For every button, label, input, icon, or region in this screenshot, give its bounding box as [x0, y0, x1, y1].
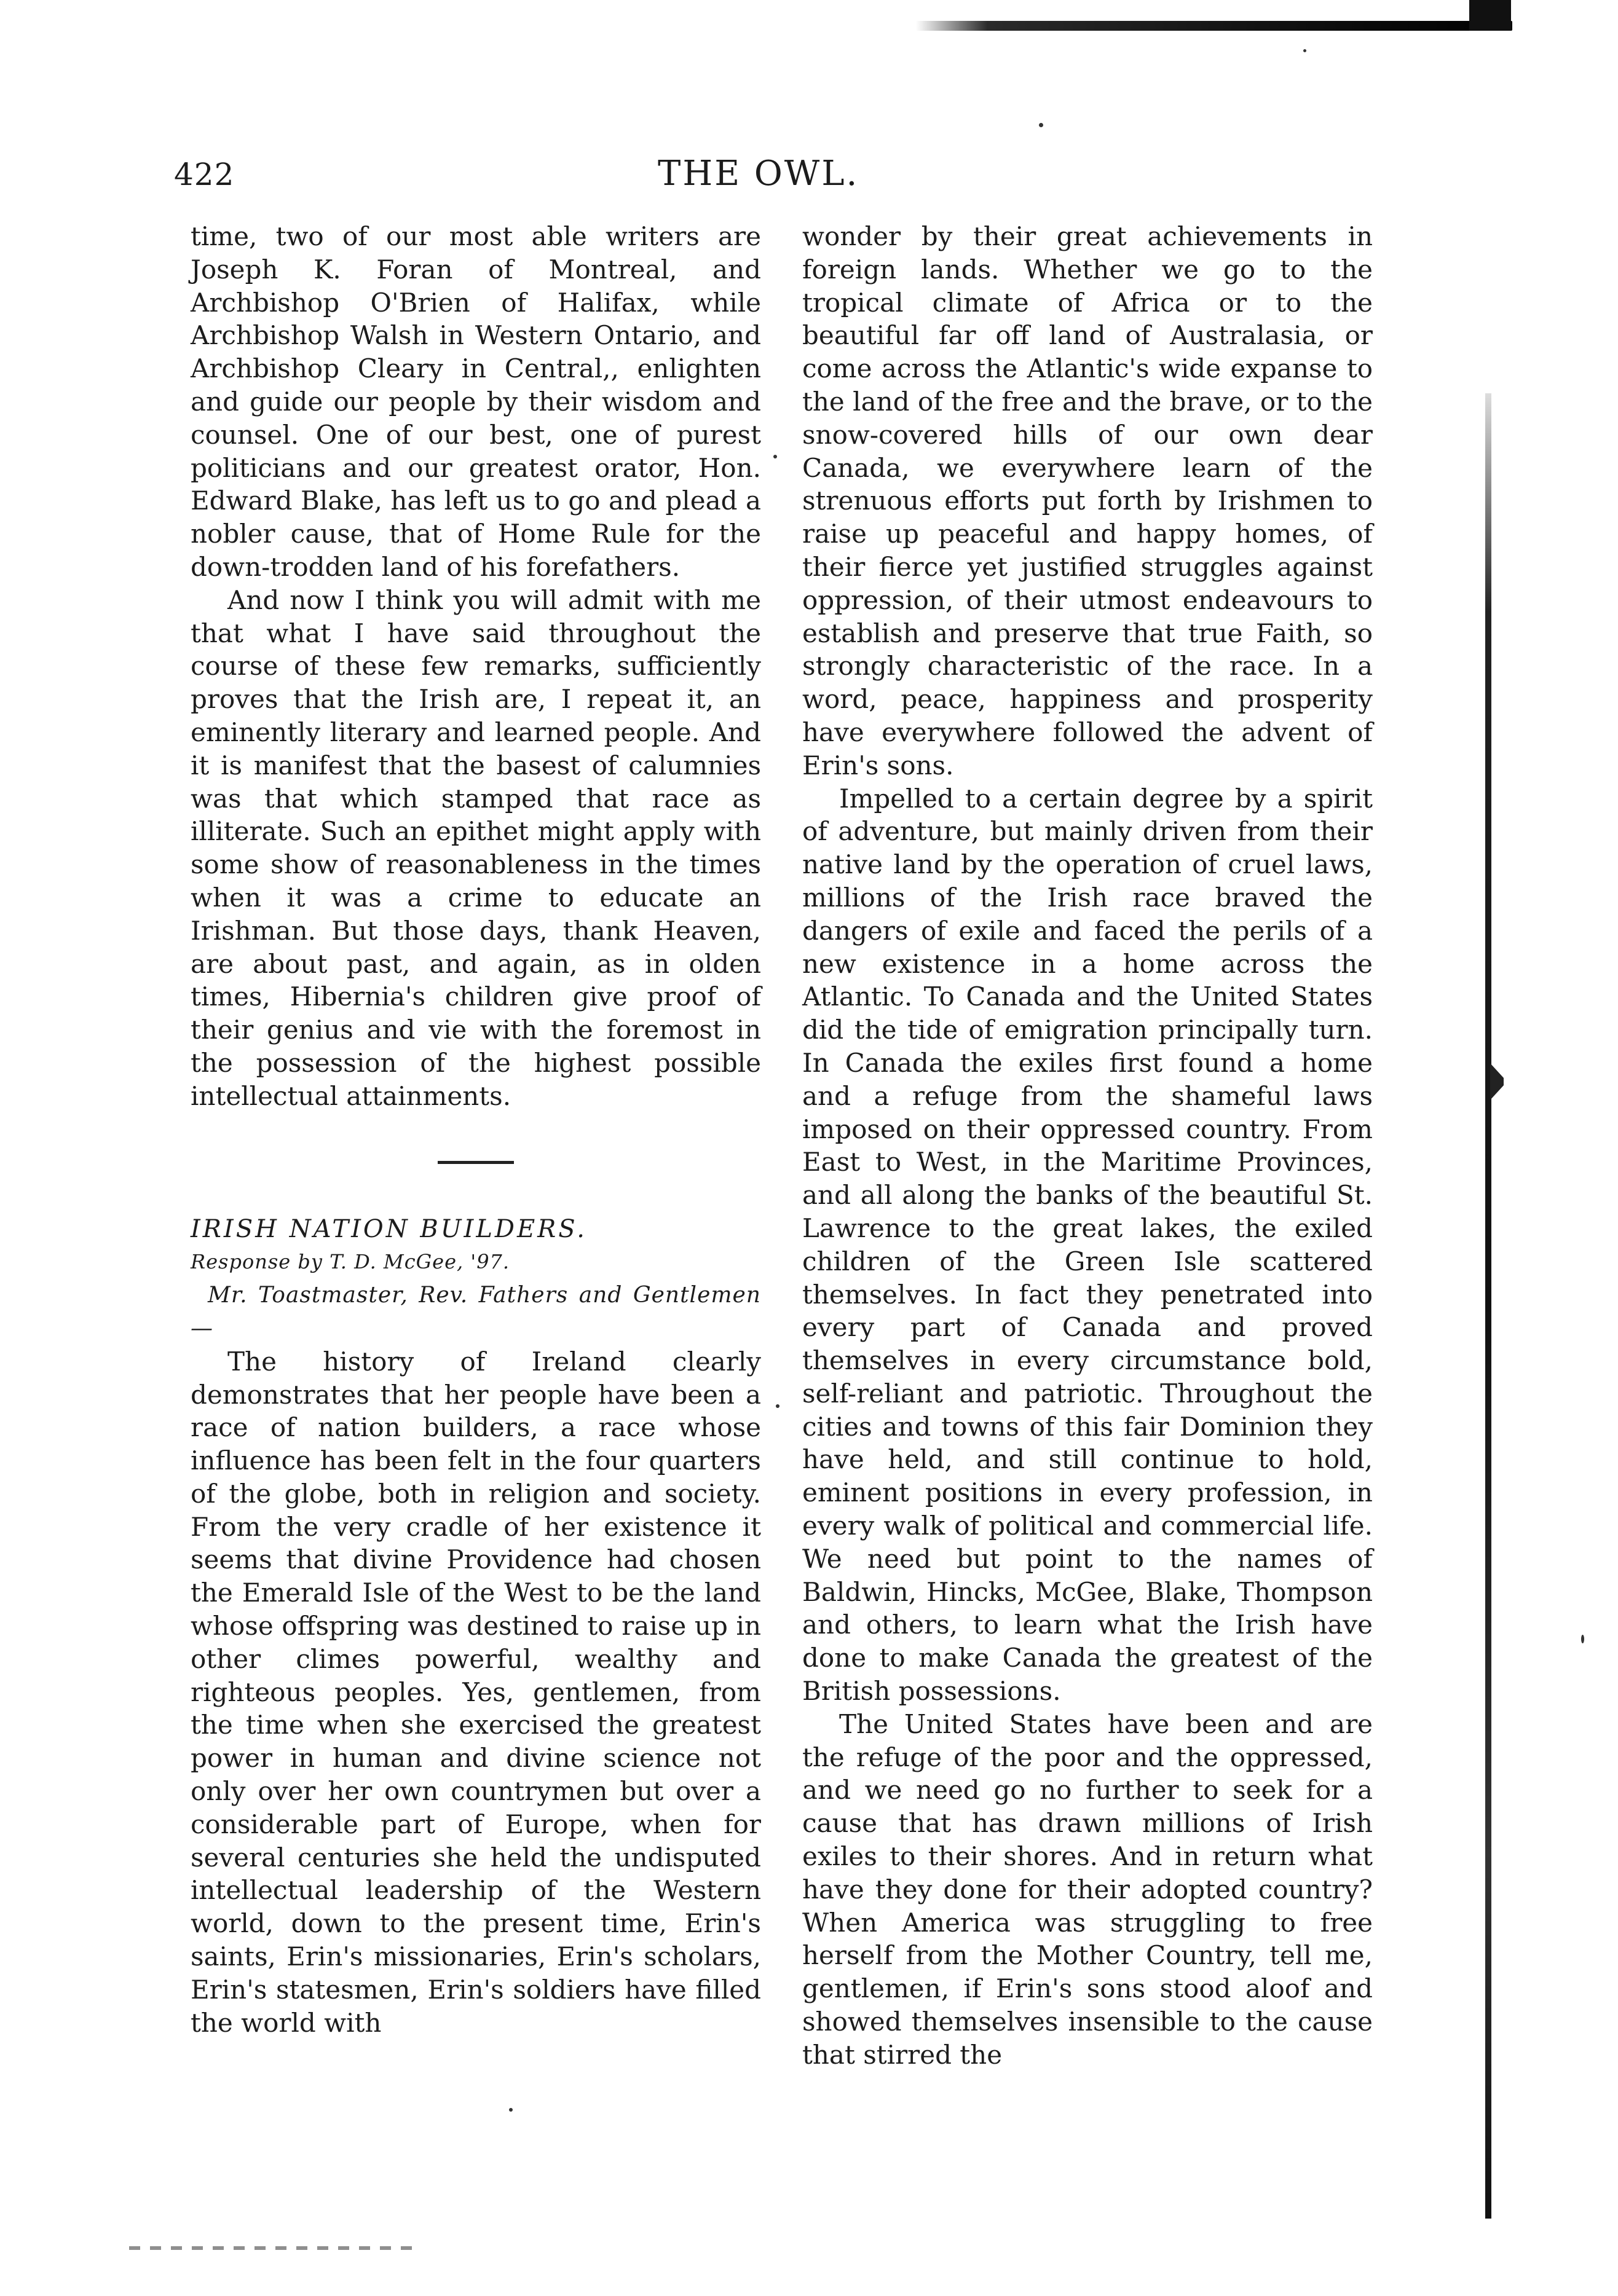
ink-speck [1581, 1635, 1584, 1643]
ink-speck [509, 2108, 513, 2112]
salutation: Mr. Toastmaster, Rev. Fathers and Gentlemen— [191, 1283, 761, 1341]
binding-edge-line [1485, 393, 1491, 2219]
top-edge-rule-end [1469, 0, 1511, 31]
section-divider [438, 1161, 514, 1164]
page-number: 422 [174, 157, 235, 192]
right-paragraph-3: The United States have been and are the refuge of the poor and the oppressed, and we need go no further to seek for a cause that has drawn millions of Irish exiles to their shores. And in return what have they done for their adopted country? When America was struggling to free herself from the Mother Country, tell me, gentlemen, if Erin's sons stood aloof and showed themselves insensible to the cause that stirred the [802, 1708, 1373, 2070]
section-byline: Response by T. D. McGee, '97. [191, 1250, 510, 1274]
section-title: IRISH NATION BUILDERS. [191, 1214, 587, 1243]
bottom-edge-marks [129, 2246, 412, 2250]
left-column [191, 220, 761, 2039]
right-paragraph-2: Impelled to a certain degree by a spirit of adventure, but mainly driven from their native land by the operation of cruel laws, millions of the Irish race braved the dangers of exile and faced the perils of a new existence in a home across the Atlantic. To Canada and the United States did the tide of emigration principally turn. In Canada the exiles first found a home and a refuge from the shameful laws imposed on their oppressed country. From East to West, in the Maritime Provinces, and all along the banks of the beautiful St. Lawrence to the great lakes, the exiled children of the Green Isle scattered themselves. In fact they penetrated into every part of Canada and proved themselves in every circumstance bold, self-reliant and patriotic. Throughout the cities and towns of this fair Dominion they have held, and still continue to hold, eminent positions in every profession, in every walk of political and commercial life. We need but point to the names of Baldwin, Hincks, McGee, Blake, Thompson and others, to learn what the Irish have done to make Canada the greatest of the British possessions. [802, 783, 1373, 1707]
right-paragraph-1: wonder by their great achievements in foreign lands. Whether we go to the tropical climate of Africa or to the beautiful far off land of Australasia, or come across the Atlantic's wide expanse to the land of the free and the brave, or to the snow-covered hills of our own dear Canada, we everywhere learn of the strenuous efforts put forth by Irishmen to raise up peaceful and happy homes, of their fierce yet justified struggles against oppression, of their utmost endeavours to establish and preserve that true Faith, so strongly characteristic of the race. In a word, peace, happiness and prosperity have everywhere followed the advent of Erin's sons. [802, 221, 1373, 780]
ink-speck [1303, 49, 1306, 52]
ink-speck [776, 1404, 779, 1408]
left-paragraph-3: The history of Ireland clearly demonstrates that her people have been a race of nation builders, a race whose influence has been felt in the four quarters of the globe, both in religion and society. From the very cradle of her existence it seems that divine Providence had chosen the Emerald Isle of the West to be the land whose offspring was destined to raise up in other climes powerful, wealthy and righteous peoples. Yes, gentlemen, from the time when she exercised the greatest power in human and divine science not only over her own countrymen but over a considerable part of Europe, when for several centuries she held the undisputed intellectual leadership of the Western world, down to the present time, Erin's saints, Erin's missionaries, Erin's scholars, Erin's statesmen, Erin's soldiers have filled the world with [191, 1346, 761, 2038]
running-title: THE OWL. [658, 154, 859, 194]
left-paragraph-2: And now I think you will admit with me that what I have said throughout the course of these few remarks, sufficiently proves that the Irish are, I repeat it, an eminently literary and learned people. And it is manifest that the basest of calumnies was that which stamped that race as illiterate. Such an epithet might apply with some show of reasonableness in the times when it was a crime to educate an Irishman. But those days, thank Heaven, are about past, and again, as in olden times, Hibernia's children give proof of their genius and vie with the foremost in the possession of the highest possible intellectual attainments. [191, 584, 761, 1111]
top-edge-rule [916, 21, 1512, 31]
ink-speck [1039, 123, 1043, 127]
left-paragraph-1: time, two of our most able writers are Joseph K. Foran of Montreal, and Archbishop O'Brien of Halifax, while Archbishop Walsh in Western Ontario, and Archbishop Cleary in Central,, enlighten and guide our people by their wisdom and counsel. One of our best, one of purest politicians and our greatest orator, Hon. Edward Blake, has left us to go and plead a nobler cause, that of Home Rule for the down-trodden land of his forefathers. [191, 221, 761, 582]
ink-speck [773, 455, 777, 458]
right-column [802, 220, 1373, 2072]
binding-edge-notch [1490, 1063, 1504, 1100]
